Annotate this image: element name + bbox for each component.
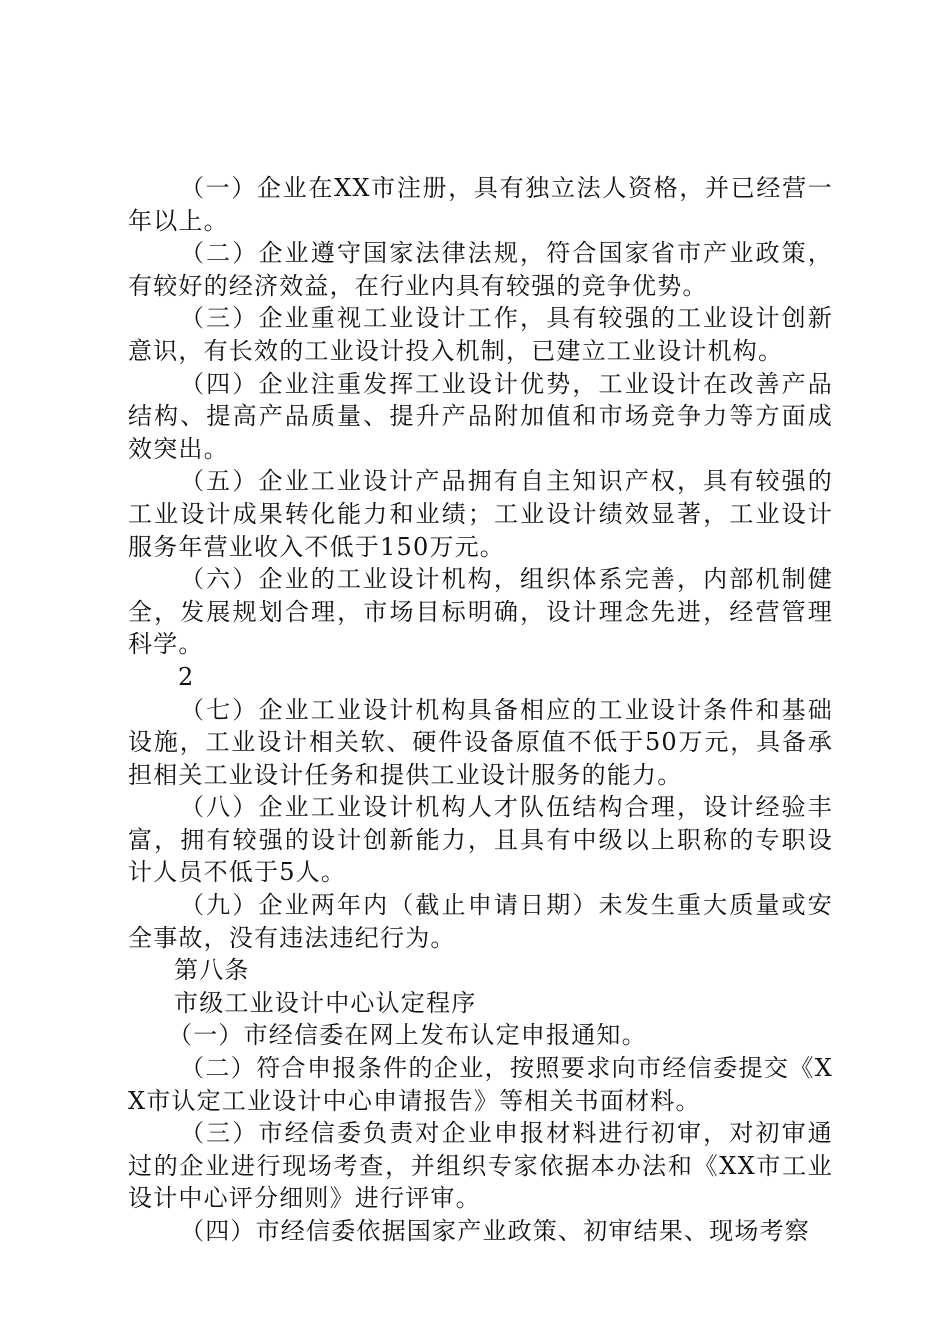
procedure-1: （一）市经信委在网上发布认定申报通知。 (168, 1021, 647, 1050)
article-title: 市级工业设计中心认定程序 (174, 988, 477, 1017)
paragraph-9: （九）企业两年内（截止申请日期）未发生重大质量或安全事故，没有违法违纪行为。 (128, 891, 833, 952)
paragraph-6: （六）企业的工业设计机构，组织体系完善，内部机制健全，发展规划合理，市场目标明确，设计理念先进，经营管理科学。 (128, 565, 833, 659)
paragraph-3: （三）企业重视工业设计工作，具有较强的工业设计创新意识，有长效的工业设计投入机制，已建立工业设计机构。 (128, 304, 833, 365)
paragraph-5: （五）企业工业设计产品拥有自主知识产权，具有较强的工业设计成果转化能力和业绩；工业设计绩效显著，工业设计服务年营业收入不低于150万元。 (128, 467, 833, 561)
procedure-3: （三）市经信委负责对企业申报材料进行初审，对初审通过的企业进行现场考查，并组织专家依据本办法和《XX市工业设计中心评分细则》进行评审。 (128, 1119, 833, 1213)
article-label: 第八条 (174, 956, 250, 985)
page-number: 2 (178, 662, 195, 691)
procedure-2: （二）符合申报条件的企业，按照要求向市经信委提交《XX市认定工业设计中心申请报告》等相关书面材料。 (128, 1054, 833, 1115)
document-body (128, 172, 833, 1248)
paragraph-7: （七）企业工业设计机构具备相应的工业设计条件和基础设施，工业设计相关软、硬件设备原值不低于50万元，具备承担相关工业设计任务和提供工业设计服务的能力。 (128, 695, 833, 789)
paragraph-4: （四）企业注重发挥工业设计优势，工业设计在改善产品结构、提高产品质量、提升产品附加值和市场竞争力等方面成效突出。 (128, 369, 833, 463)
procedure-4: （四）市经信委依据国家产业政策、初审结果、现场考察 (180, 1217, 810, 1245)
paragraph-8: （八）企业工业设计机构人才队伍结构合理，设计经验丰富，拥有较强的设计创新能力，且具有中级以上职称的专职设计人员不低于5人。 (128, 793, 833, 887)
paragraph-1: （一）企业在XX市注册，具有独立法人资格，并已经营一年以上。 (128, 174, 833, 235)
paragraph-2: （二）企业遵守国家法律法规，符合国家省市产业政策，有较好的经济效益，在行业内具有较强的竞争优势。 (128, 239, 833, 300)
